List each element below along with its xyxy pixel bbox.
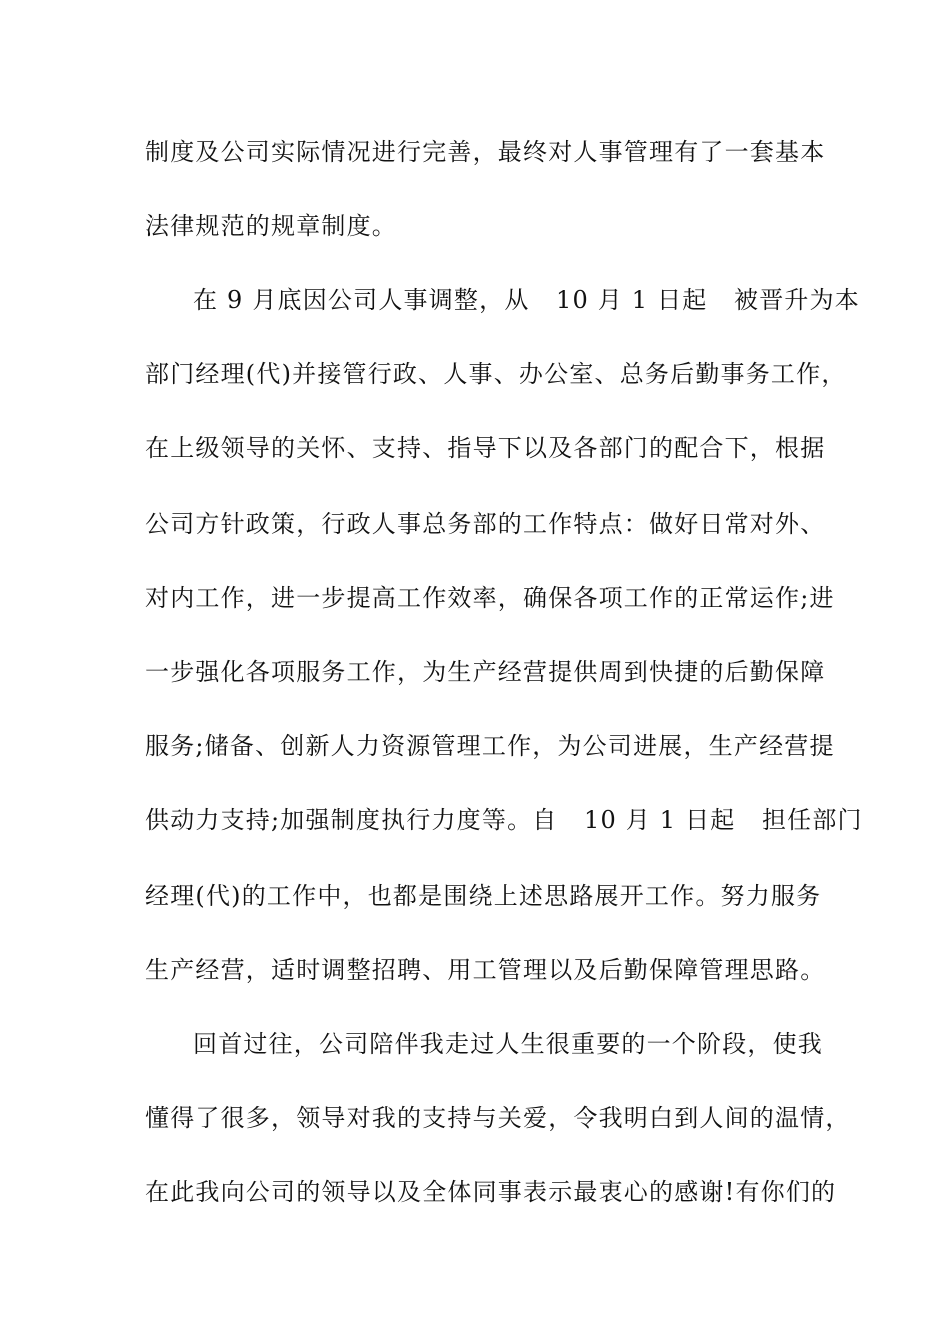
text-line: 懂得了很多，领导对我的支持与关爱，令我明白到人间的温情，	[145, 1104, 851, 1132]
text-line: 生产经营，适时调整招聘、用工管理以及后勤保障管理思路。	[145, 956, 826, 984]
text-line: 公司方针政策，行政人事总务部的工作特点：做好日常对外、	[145, 510, 826, 538]
text-line: 部门经理(代)并接管行政、人事、办公室、总务后勤事务工作，	[145, 360, 847, 388]
text-line: 制度及公司实际情况进行完善，最终对人事管理有了一套基本	[145, 138, 826, 166]
text-line: 对内工作，进一步提高工作效率，确保各项工作的正常运作;进	[145, 584, 835, 612]
text-line: 一步强化各项服务工作，为生产经营提供周到快捷的后勤保障	[145, 658, 826, 686]
text-line: 在上级领导的关怀、支持、指导下以及各部门的配合下，根据	[145, 434, 826, 462]
text-line: 法律规范的规章制度。	[145, 212, 397, 240]
text-line: 经理(代)的工作中，也都是围绕上述思路展开工作。努力服务	[145, 882, 822, 910]
text-line: 供动力支持;加强制度执行力度等。自 10 月 1 日起 担任部门	[145, 806, 863, 834]
text-line: 在此我向公司的领导以及全体同事表示最衷心的感谢!有你们的	[145, 1178, 837, 1206]
paragraph-start-line: 回首过往，公司陪伴我走过人生很重要的一个阶段，使我	[193, 1030, 823, 1058]
paragraph-start-line: 在 9 月底因公司人事调整，从 10 月 1 日起 被晋升为本	[193, 286, 860, 314]
text-line: 服务;储备、创新人力资源管理工作，为公司进展，生产经营提	[145, 732, 835, 760]
